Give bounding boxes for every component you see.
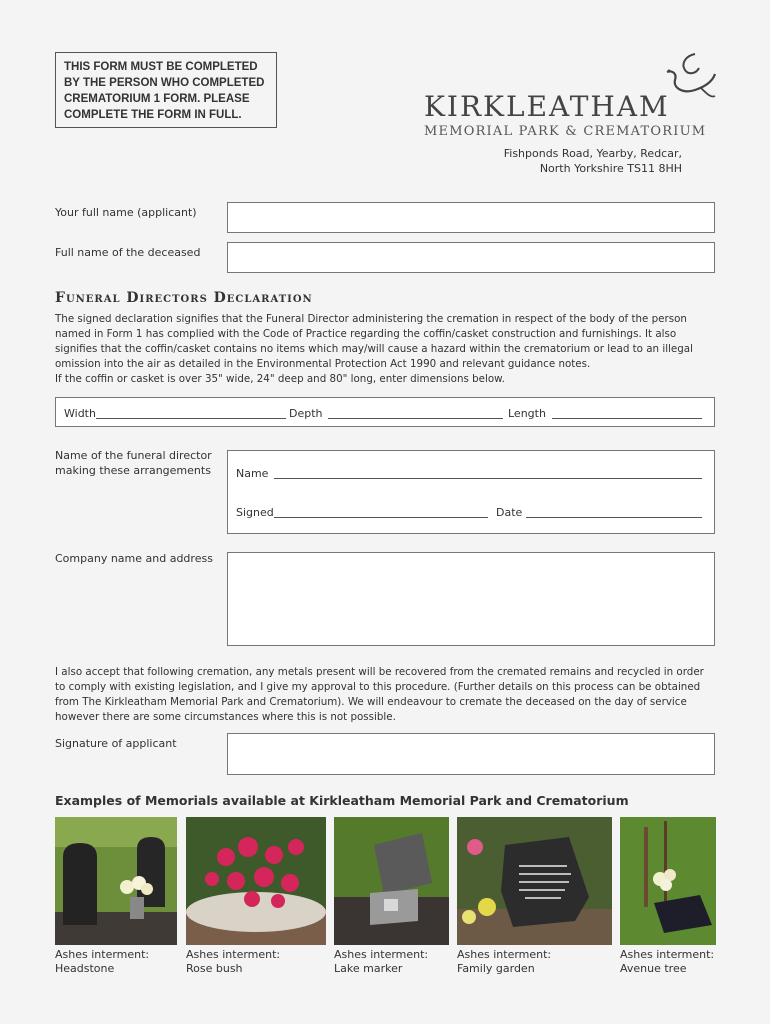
director-name-input[interactable] [274,467,702,479]
address-line-2: North Yorkshire TS11 8HH [539,162,682,175]
caption-line-2: Lake marker [334,962,403,975]
applicant-signature-field[interactable] [227,733,715,775]
examples-heading: Examples of Memorials available at Kirkleatham Memorial Park and Crematorium [55,793,629,808]
funeral-director-label: Name of the funeral director making these arrangements [55,449,212,477]
address [504,146,682,176]
caption-line-1: Ashes interment: [186,948,281,961]
width-label: Width [64,407,96,420]
caption-headstone [55,948,149,976]
caption-line-1: Ashes interment: [334,948,429,961]
brand-name: KIRKLEATHAM [424,90,670,123]
company-address-field[interactable] [227,552,715,646]
applicant-name-field[interactable] [227,202,715,233]
caption-line-1: Ashes interment: [620,948,715,961]
depth-label: Depth [289,407,323,420]
consent-text: I also accept that following cremation, any metals present will be recovered from the cremated remains and recycled in order to comply with existing legislation, and I give my approval to this procedure. (Further details on this process can be obtained from The Kirkleatham Memorial Park and Crematorium). We will endeavour to cremate the deceased on the day of service however there are some circumstances where this is not possible. [55,666,704,723]
caption-family-garden [457,948,551,976]
avenue-tree-photo [620,817,716,945]
completion-notice: THIS FORM MUST BE COMPLETED BY THE PERSON WHO COMPLETED CREMATORIUM 1 FORM. PLEASE COMPLETE THE FORM IN FULL. [55,52,277,128]
length-input[interactable] [552,407,702,419]
lake-marker-photo [334,817,449,945]
caption-line-2: Avenue tree [620,962,687,975]
deceased-name-label: Full name of the deceased [55,246,201,259]
caption-line-2: Family garden [457,962,535,975]
address-line-1: Fishponds Road, Yearby, Redcar, [503,147,682,160]
signature-label: Signature of applicant [55,737,177,750]
rose-bush-photo [186,817,326,945]
length-label: Length [508,407,546,420]
caption-line-2: Rose bush [186,962,243,975]
company-label: Company name and address [55,552,213,565]
director-name-label: Name [236,467,269,480]
caption-line-1: Ashes interment: [55,948,150,961]
caption-line-2: Headstone [55,962,115,975]
caption-avenue-tree [620,948,714,976]
date-input[interactable] [526,506,702,518]
width-input[interactable] [96,407,286,419]
director-signature-input[interactable] [274,506,488,518]
declaration-heading: Funeral Directors Declaration [55,290,313,306]
dimensions-note: If the coffin or casket is over 35" wide, 24" deep and 80" long, enter dimensions below. [55,373,505,385]
caption-line-1: Ashes interment: [457,948,552,961]
date-label: Date [496,506,523,519]
depth-input[interactable] [328,407,503,419]
family-garden-photo [457,817,612,945]
declaration-body: The signed declaration signifies that the Funeral Director administering the cremation in respect of the body of the person named in Form 1 has complied with the Code of Practice regarding the coffin/casket construction and furnishings. It also signifies that the coffin/casket contains no items which may/will cause a hazard within the crematorium or lead to an illegal omission into the air as detailed in the Environmental Protection Act 1990 and relevant guidance notes. [55,313,693,370]
applicant-name-label: Your full name (applicant) [55,206,197,219]
funeral-director-box [227,450,715,534]
headstone-photo [55,817,177,945]
declaration-text [55,312,705,387]
caption-lake-marker [334,948,428,976]
deceased-name-field[interactable] [227,242,715,273]
signed-label: Signed [236,506,274,519]
brand-subtitle: MEMORIAL PARK & CREMATORIUM [424,124,707,139]
caption-rose-bush [186,948,280,976]
dimensions-box [55,397,715,427]
